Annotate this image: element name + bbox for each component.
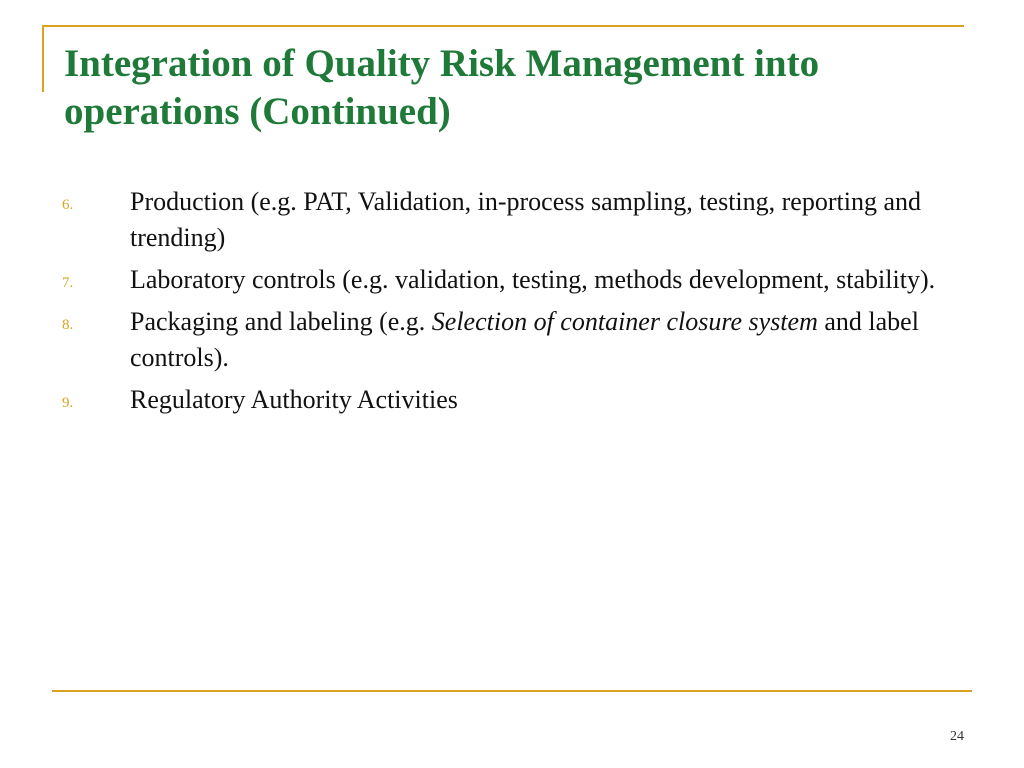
list-item-text: Regulatory Authority Activities: [130, 385, 458, 414]
numbered-list: [0, 184, 1024, 424]
slide-title: Integration of Quality Risk Management into operations (Continued): [64, 42, 820, 133]
top-accent-line: [42, 25, 964, 27]
list-item-number: 6.: [62, 197, 74, 213]
list-item-text: Laboratory controls (e.g. validation, testing, methods development, stability).: [130, 265, 936, 294]
list-item-number: 7.: [62, 275, 74, 291]
list-item: [0, 262, 1024, 298]
page-number: 24: [950, 729, 964, 744]
list-item-text-end: and label controls).: [130, 307, 919, 372]
list-item-text: [130, 304, 970, 376]
left-accent-line: [42, 25, 44, 92]
list-item-text: Production (e.g. PAT, Validation, in-process sampling, testing, reporting and trending): [130, 187, 921, 252]
list-item-text-start: Packaging and labeling (e.g.: [130, 307, 432, 336]
list-item-italic-text: Selection of container closure system: [431, 307, 818, 336]
list-item-number: 9.: [62, 395, 74, 411]
list-item: [0, 184, 1024, 256]
list-item-number: 8.: [62, 317, 74, 333]
list-item: [0, 382, 1024, 418]
bottom-accent-line: [52, 690, 972, 692]
list-item: [0, 304, 1024, 376]
